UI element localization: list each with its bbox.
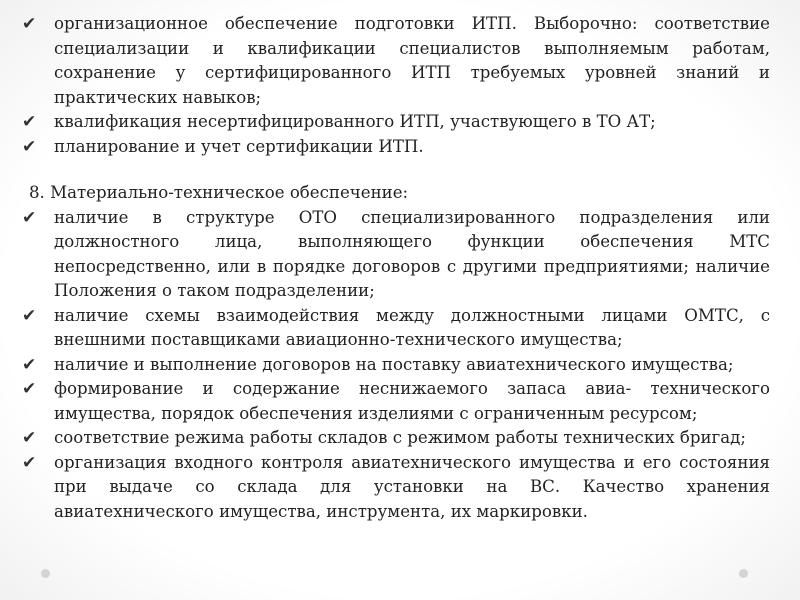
section-bullet-list [22,206,770,525]
section-spacer [22,159,770,181]
checkmark-icon: ✔ [22,112,37,132]
slide-content [22,12,770,524]
bullet-text: планирование и учет сертификации ИТП. [54,136,424,156]
bullet-item [22,426,770,451]
checkmark-icon: ✔ [22,379,37,399]
checkmark-icon: ✔ [22,452,37,473]
bullet-item [22,451,770,525]
bullet-item [22,206,770,304]
bullet-text: соответствие режима работы складов с режимом работы технических бригад; [54,428,746,447]
checkmark-icon: ✔ [22,207,37,228]
bullet-item [22,304,770,353]
corner-dot-right [739,569,748,578]
bullet-text: наличие и выполнение договоров на поставку авиатехнического имущества; [54,354,734,374]
bullet-text: наличие в структуре ОТО специализированного подразделения или должностного лица, выполняющего функции обеспечения МТС непосредственно, или в порядке договоров с другими предприятиями; наличие Положения о таком подразделении; [54,207,770,300]
bullet-text: квалификация несертифицированного ИТП, участвующего в ТО АТ; [54,112,656,131]
corner-dot-left [41,569,50,578]
checkmark-icon: ✔ [22,428,37,448]
bullet-item [22,377,770,426]
bullet-text: организационное обеспечение подготовки ИТП. Выборочно: соответствие специализации и квалификации специалистов выполняемым работам, сохранение у сертифицированного ИТП требуемых уровней знаний и практических навыков; [54,14,770,107]
checkmark-icon: ✔ [22,14,37,34]
top-bullet-list [22,12,770,159]
checkmark-icon: ✔ [22,136,37,157]
bullet-text: организация входного контроля авиатехнического имущества и его состояния при выдаче со склада для установки на ВС. Качество хранения авиатехнического имущества, инструмента, их маркировки. [54,452,770,521]
section-heading: 8. Материально-техническое обеспечение: [29,183,409,202]
bullet-item [22,135,770,160]
bullet-text: наличие схемы взаимодействия между должностными лицами ОМТС, с внешними поставщиками авиационно-технического имущества; [54,305,770,349]
bullet-item [22,353,770,378]
checkmark-icon: ✔ [22,354,37,375]
bullet-item [22,12,770,110]
bullet-text: формирование и содержание неснижаемого запаса авиа- технического имущества, порядок обеспечения изделиями с ограниченным ресурсом; [54,379,770,423]
bullet-item [22,110,770,135]
checkmark-icon: ✔ [22,305,37,326]
